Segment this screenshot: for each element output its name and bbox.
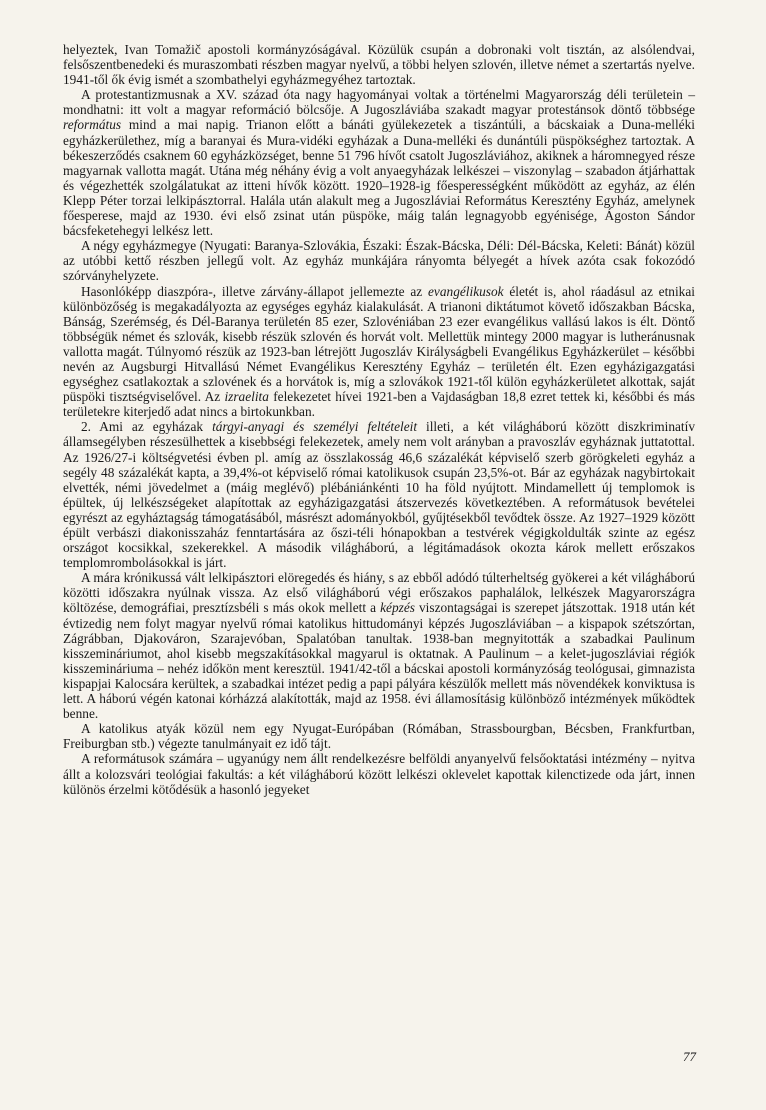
paragraph-4: Hasonlóképp diaszpóra-, illetve zárvány-állapot jellemezte az evangélikusok életét is, ahol ráadásul az etnikai különbözőség is megakadályozta az egységes egyház kialakulását. A trianoni diktátumot követő időszakban Bácska, Bánság, Szerémség, és Dél-Baranya területén 85 ezer, Szlovéniában 23 ezer evangélikus vallású lakos is élt. Döntő többségük német és szlovák, kisebb részük szlovén és horvát volt. Mellettük mintegy 2000 magyar is lutheránusnak vallotta magát. Túlnyomó részük az 1923-ban létrejött Jugoszláv Királyságbeli Evangélikus Egyházkerület – későbbi nevén az Augsburgi Hitvallású Német Evangélikus Keresztény Egyház – területén élt. Ezen egyházigazgatási egységhez csatlakoztak a szlovének és a horvátok is, míg a szlovákok 1921-től külön egyházkerületet alkottak, saját püspöki tisztségviselővel. Az izraelita felekezetet hívei 1921-ben a Vajdaságban 18,8 ezret tettek ki, későbbi és más területekre kiterjedő adat nincs a birtokunkban.: [63, 283, 695, 420]
paragraph-5: 2. Ami az egyházak tárgyi-anyagi és személyi feltételeit illeti, a két világháború között diszkriminatív államsegélyben részesülhettek a kisebbségi felekezetek, amely nem volt arányban a pravoszláv egyháznak juttatottal. Az 1926/27-i költségvetési évben pl. amíg az összlakosság 46,6 százalékát képviselő szerb görögkeleti egyház a segély 48 százalékát kapta, a 39,4%-ot képviselő római katolikusok csupán 23,5%-ot. Bár az egyházak nagybirtokait elvették, némi jövedelmet a (máig meglévő) plébániánkénti 10 ha föld nyújtott. Mindamellett új templomok is épültek, új lelkészségeket alapítottak az egyházigazgatási átszervezés következtében. A reformátusok bevételei egyrészt az egyháztagság támogatásából, másrészt adományokból, gyűjtésekből tevődtek össze. Az 1927–1929 között épült verbászi diakonisszaház fenntartására az őszi-téli hónapokban a testvérek végigkoldulták szinte az egész országot kocsikkal, szekerekkel. A második világháború, a légitámadások okozta károk mellett erőszakos templomrombolásokkal is járt.: [63, 419, 695, 571]
paragraph-1: helyeztek, Ivan Tomažič apostoli kormányzóságával. Közülük csupán a dobronaki volt tisztán, az alsólendvai, felsőszentbenedeki és muraszombati részben magyar nyelvű, a többi helyen szlovén, illetve német a szertartás nyelve. 1941-től ők évig ismét a szombathelyi egyházmegyéhez tartoztak.: [63, 42, 695, 88]
paragraph-6: A mára krónikussá vált lelkipásztori elöregedés és hiány, s az ebből adódó túlterheltség gyökerei a két világháború közötti időszakra nyúlnak vissza. Az első világháború végi erőszakos paphalálok, lelkészek Magyarországra költözése, demográfiai, presztízsbéli s más okok mellett a képzés viszontagságai is szerepet játszottak. 1918 után két évtizedig nem folyt magyar nyelvű római katolikus hittudományi képzés Jugoszláviában – a kispapok szétszórtan, Zágrábban, Djakováron, Szarajevóban, Spalatóban tanultak. 1938-ban megnyitották a szabadkai Paulinum kisszemináriumot, ahol kisebb megszakításokkal magyarul is oktatnak. A Paulinum – a kelet-jugoszláviai régiók kisszemináriuma – nehéz időkön ment keresztül. 1941/42-től a bácskai apostoli kormányzóság teológusai, gimnazista kispapjai Kalocsára kerültek, a szabadkai intézet pedig a papi pályára készülők mellett más növendékek konviktusa is lett. A háború végén katonai kórházzá alakították, majd az 1958. évi államosításig különböző intézmények működtek benne.: [63, 570, 695, 722]
paragraph-2: A protestantizmusnak a XV. század óta nagy hagyományai voltak a történelmi Magyarország déli területein – mondhatni: itt volt a magyar reformáció bölcsője. A Jugoszláviába szakadt magyar protestánsok döntő többsége református mind a mai napig. Trianon előtt a bánáti gyülekezetek a tiszántúli, a bácskaiak a Duna-melléki egyházkerülethez, míg a baranyai és Mura-vidéki egyházak a Duna-melléki és dunántúli püspökséghez tartoztak. A békeszerződés csaknem 60 egyházközséget, benne 51 796 hívőt csatolt Jugoszláviához, akiknek a háromnegyed része magyarnak vallotta magát. Utána még néhány évig a volt anyaegyházak lelkészei – viszonylag – szabadon átjárhattak és végezhették szolgálatukat az itteni hívők között. 1920–1928-ig főesperességként működött az egyház, az élén Klepp Péter torzai lelkipásztorral. Halála után alakult meg a Jugoszláviai Református Keresztény Egyház, amelynek főesperese, majd az 1930. évi első zsinat után püspöke, máig talán legnagyobb egyénisége, Ágoston Sándor bácsfeketehegyi lelkész lett.: [63, 87, 695, 239]
emphasis-reformatus: református: [63, 117, 122, 133]
body-text: [63, 42, 695, 797]
emphasis-evangelikusok: evangélikusok: [428, 283, 504, 299]
emphasis-feltetelek: tárgyi-anyagi és személyi feltételeit: [212, 419, 418, 435]
emphasis-kepzes: képzés: [380, 600, 415, 616]
emphasis-izraelita: izraelita: [224, 389, 269, 405]
page-number: 77: [683, 1049, 696, 1064]
paragraph-7: A katolikus atyák közül nem egy Nyugat-Európában (Rómában, Strassbourgban, Bécsben, Frankfurtban, Freiburgban stb.) végezte tanulmányait ez idő tájt.: [63, 721, 695, 752]
paragraph-8: A reformátusok számára – ugyanúgy nem állt rendelkezésre belföldi anyanyelvű felsőoktatási intézmény – nyitva állt a kolozsvári teológiai fakultás: a két világháború között lelkészi oklevelet kapottak kilenctizede oda járt, innen különös érzelmi kötődésük a hasonló jegyeket: [63, 751, 695, 797]
paragraph-3: A négy egyházmegye (Nyugati: Baranya-Szlovákia, Északi: Észak-Bácska, Déli: Dél-Bácska, Keleti: Bánát) közül az utóbbi kettő részben jellegű volt. Az egyház munkájára rányomta bélyegét a hívek azóta csak fokozódó szórványhelyzete.: [63, 238, 695, 284]
